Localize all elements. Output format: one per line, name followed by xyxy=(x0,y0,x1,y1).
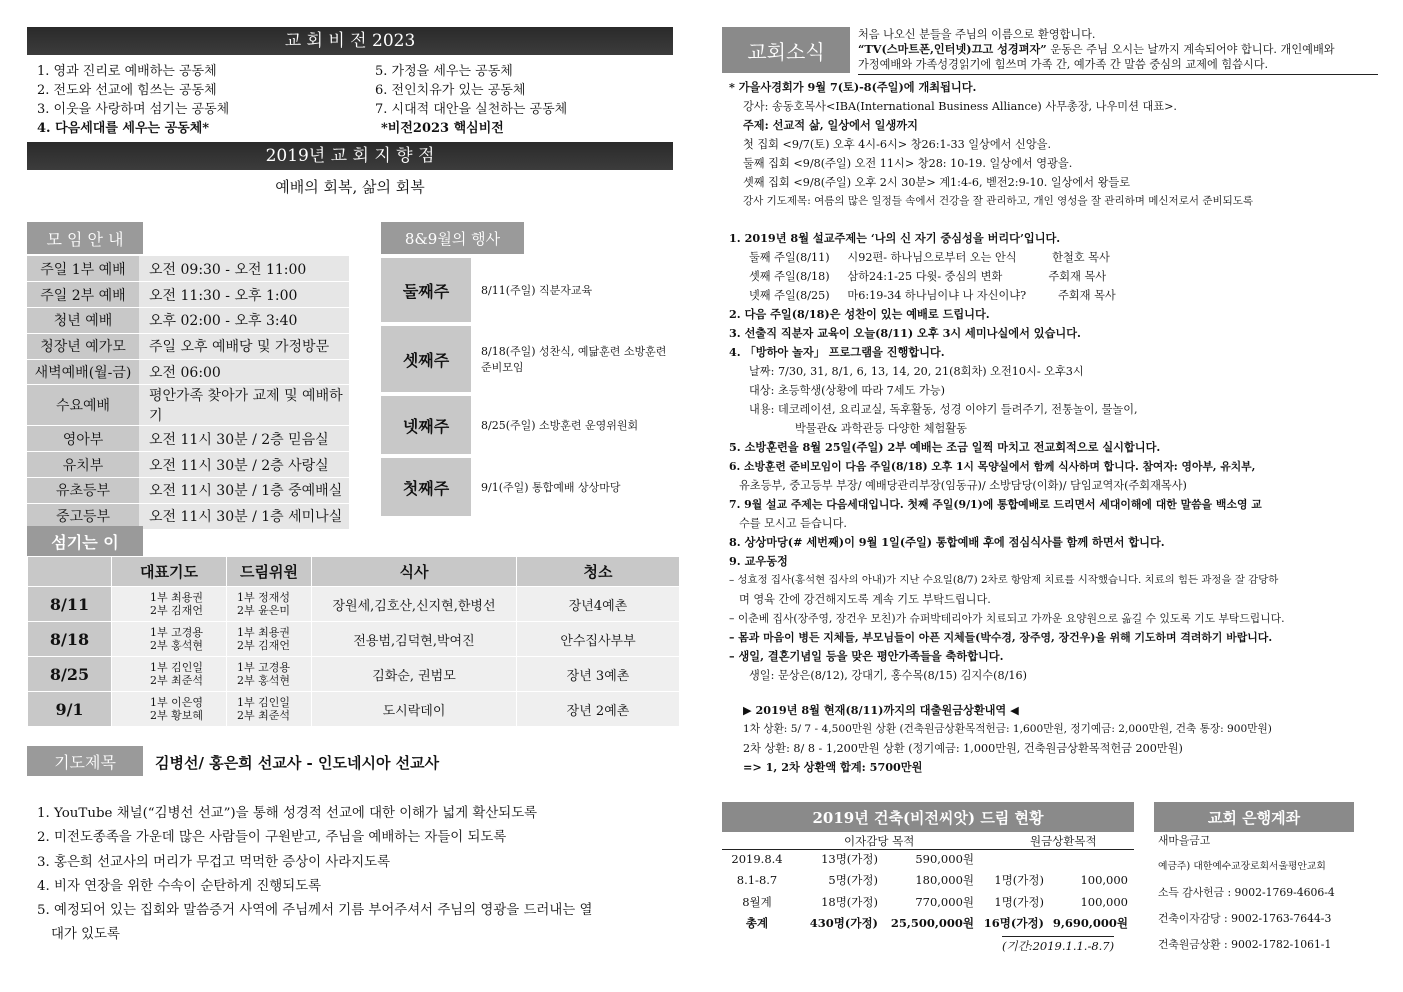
vision-banner: 교 회 비 전 2023 xyxy=(27,27,673,55)
interest-count: 5명(가정) xyxy=(828,873,878,888)
meal-team: 장원세,김호산,신지현,한병선 xyxy=(312,587,517,622)
interest-header: 이자감당 목적 xyxy=(844,834,915,848)
vision-item: 5. 가정을 세우는 공동체 xyxy=(375,64,513,79)
interest-amount: 25,500,000원 xyxy=(890,916,974,931)
event-week: 셋째주 xyxy=(381,324,471,394)
building-row xyxy=(722,848,1134,870)
news-line: 셋째 주일(8/18) 삼하24:1-25 다윗- 중심의 변화 주회재 목사 xyxy=(749,270,1107,283)
meeting-label: 청장년 예가모 xyxy=(27,333,139,359)
servers-row xyxy=(28,622,680,657)
news-line: 2. 다음 주일(8/18)은 성찬이 있는 예배로 드립니다. xyxy=(729,307,990,321)
prayer-subject: 김병선/ 홍은희 선교사 - 인도네시아 선교사 xyxy=(155,754,440,772)
news-line: => 1, 2차 상환액 합계: 5700만원 xyxy=(743,760,923,774)
news-line: 4. 「방하아 놀자」 프로그램을 진행합니다. xyxy=(729,345,945,359)
intro-line: 가정예배와 가족성경읽기에 힘쓰며 가족 간, 예가족 간 말씀 중심의 교제에 힘씁시다. xyxy=(858,58,1269,71)
period-cell: 8월계 xyxy=(742,894,772,909)
interest-amount: 770,000원 xyxy=(915,894,974,909)
news-line: 강사 기도제목: 여름의 많은 일정들 속에서 건강을 잘 관리하고, 개인 영성을 잘 관리하며 메신저로서 준비되도록 xyxy=(743,195,1254,207)
news-line: 주제: 선교적 삶, 일상에서 일생까지 xyxy=(743,118,918,132)
meeting-label: 수요예배 xyxy=(27,385,139,426)
news-line: – 이춘베 집사(장주영, 장건우 모친)가 슈퍼박테리아가 치료되고 가까운 요양원으로 옮길 수 있도록 기도 부탁드립니다. xyxy=(729,612,1285,625)
prayer-item: 1. YouTube 채널(“김병선 선교”)을 통해 성경적 선교에 대한 이해가 넓게 확산되도록 xyxy=(37,806,538,821)
building-row xyxy=(722,870,1134,892)
meeting-row xyxy=(27,308,349,334)
servers-row xyxy=(28,587,680,622)
direction-text: 예배의 회복, 삶의 회복 xyxy=(275,178,425,196)
news-line: 2차 상환: 8/ 8 - 1,200만원 상환 (정기예금: 1,000만원, 건축원금상환목적헌금 200만원) xyxy=(743,742,1183,755)
news-line: 유초등부, 중고등부 부장/ 예배당관리부장(임동규)/ 소방담당(이화)/ 담임교역자(주회재목사) xyxy=(739,479,1187,492)
news-title: 교회소식 xyxy=(722,27,850,73)
meeting-label: 주일 2부 예배 xyxy=(27,282,139,308)
bank-info xyxy=(1158,828,1378,958)
meeting-row xyxy=(27,282,349,308)
news-line: 둘째 집회 <9/8(주일) 오전 11시> 창28: 10-19. 일상에서 영광을. xyxy=(743,157,1073,170)
servers-title: 섬기는 이 xyxy=(27,526,143,556)
news-line: 날짜: 7/30, 31, 8/1, 6, 13, 14, 20, 21(8회차) 오전10시- 오후3시 xyxy=(749,365,1084,378)
principal-header: 원금상환목적 xyxy=(1029,834,1097,848)
news-line: 1차 상환: 5/ 7 - 4,500만원 상환 (건축원금상환목적헌금: 1,600만원, 정기예금: 2,000만원, 건축 통장: 900만원) xyxy=(743,723,1272,735)
event-text: 9/1(주일) 통합예배 상상마당 xyxy=(471,456,676,518)
direction-banner: 2019년 교 회 지 향 점 xyxy=(27,142,673,170)
prayer-leader: 1부 이은영 2부 황보혜 xyxy=(112,692,227,727)
servers-date: 8/18 xyxy=(28,622,112,657)
events-table xyxy=(381,258,676,520)
event-text: 8/25(주일) 소방훈련 운영위원회 xyxy=(471,394,676,456)
col-header xyxy=(28,557,112,587)
prayer-item: 대가 있도록 xyxy=(51,927,120,943)
meeting-row xyxy=(27,256,349,282)
meeting-time: 평안가족 찾아가 교제 및 예배하기 xyxy=(139,385,349,426)
meeting-label: 청년 예배 xyxy=(27,308,139,334)
interest-count: 430명(가정) xyxy=(809,916,878,931)
news-line: 6. 소방훈련 준비모임이 다음 주일(8/18) 오후 1시 목양실에서 함께 식사하며 합니다. 참여자: 영아부, 유치부, xyxy=(729,460,1256,473)
clean-team: 장년4예촌 xyxy=(517,587,680,622)
clean-team: 안수집사부부 xyxy=(517,622,680,657)
building-row xyxy=(722,891,1134,913)
event-text: 8/11(주일) 직분자교육 xyxy=(471,258,676,324)
dream-member: 1부 김인일 2부 최준석 xyxy=(227,692,312,727)
principal-amount xyxy=(1044,848,1134,870)
news-line: – 성효정 집사(홍석현 집사의 아내)가 지난 수요일(8/7) 2차로 항암제 치료를 시작했습니다. 치료의 힘든 과정을 잘 감당하 xyxy=(729,574,1279,586)
meeting-row xyxy=(27,478,349,504)
building-row xyxy=(722,913,1134,935)
meeting-label: 새벽예배(월-금) xyxy=(27,359,139,385)
news-line: 며 영육 간에 강건해지도록 계속 기도 부탁드립니다. xyxy=(739,593,991,606)
dream-member: 1부 고경용 2부 홍석현 xyxy=(227,657,312,692)
meeting-time: 오전 11:30 - 오후 1:00 xyxy=(139,282,349,308)
news-line: 강사: 송동호목사<IBA(International Business Alliance) 사무총장, 나우미션 대표>. xyxy=(743,100,1177,113)
meal-team: 전용범,김덕현,박여진 xyxy=(312,622,517,657)
meeting-time: 주일 오후 예배당 및 가정방문 xyxy=(139,333,349,359)
meeting-title: 모 임 안 내 xyxy=(27,222,143,254)
meeting-row xyxy=(27,385,349,426)
interest-count: 18명(가정) xyxy=(821,894,878,909)
news-line: 3. 선출직 직분자 교육이 오늘(8/11) 오후 3시 세미나실에서 있습니다. xyxy=(729,326,1081,340)
prayer-leader: 1부 최용권 2부 김재언 xyxy=(112,587,227,622)
period-cell: 2019.8.4 xyxy=(731,851,783,866)
clean-team: 장년 3예촌 xyxy=(517,657,680,692)
news-line: 5. 소방훈련을 8월 25일(주일) 2부 예배는 조금 일찍 마치고 전교회적으로 실시합니다. xyxy=(729,440,1161,454)
event-week: 넷째주 xyxy=(381,394,471,456)
interest-amount: 590,000원 xyxy=(915,851,974,866)
prayer-leader: 1부 김인일 2부 최준석 xyxy=(112,657,227,692)
news-body xyxy=(729,78,1379,777)
event-week: 첫째주 xyxy=(381,456,471,518)
meeting-label: 유초등부 xyxy=(27,478,139,504)
bank-line: 소득 감사헌금 : 9002-1769-4606-4 xyxy=(1158,886,1335,899)
servers-row xyxy=(28,692,680,727)
meeting-time: 오전 11시 30분 / 2층 믿음실 xyxy=(139,426,349,452)
vision-right-list xyxy=(375,62,675,138)
col-header: 드림위원 xyxy=(227,557,312,587)
events-title: 8&9월의 행사 xyxy=(381,222,524,254)
bank-line: 건축원금상환 : 9002-1782-1061-1 xyxy=(1158,938,1332,951)
vision-note: *비전2023 핵심비전 xyxy=(381,121,504,136)
meeting-row xyxy=(27,333,349,359)
meeting-label: 중고등부 xyxy=(27,503,139,529)
vision-item: 6. 전인치유가 있는 공동체 xyxy=(375,83,526,98)
meeting-label: 주일 1부 예배 xyxy=(27,256,139,282)
news-line: 8. 상상마당(# 세번째)이 9월 1일(주일) 통합예배 후에 점심식사를 함께 하면서 합니다. xyxy=(729,535,1165,549)
news-line: ▶ 2019년 8월 현재(8/11)까지의 대출원금상환내역 ◀ xyxy=(743,703,1019,717)
building-table xyxy=(722,848,1134,934)
news-line: 넷째 주일(8/25) 마6:19-34 하나님이냐 나 자신이냐? 주회재 목사 xyxy=(749,289,1116,302)
servers-date: 8/11 xyxy=(28,587,112,622)
welcome-text: 처음 나오신 분들을 주님의 이름으로 환영합니다. xyxy=(858,28,1096,41)
meal-team: 김화순, 권범모 xyxy=(312,657,517,692)
col-header: 청소 xyxy=(517,557,680,587)
principal-amount: 100,000 xyxy=(1080,873,1128,888)
news-line: – 몸과 마음이 병든 지체들, 부모님들이 아픈 지체들(박수경, 장주영, 장건우)을 위해 기도하며 격려하기 바랍니다. xyxy=(729,631,1273,644)
vision-item: 4. 다음세대를 세우는 공동체* xyxy=(37,121,210,136)
servers-date: 8/25 xyxy=(28,657,112,692)
clean-team: 장년 2예촌 xyxy=(517,692,680,727)
event-week: 둘째주 xyxy=(381,258,471,324)
news-line: 첫 집회 <9/7(토) 오후 4시-6시> 창26:1-33 일상에서 신앙을. xyxy=(743,138,1052,151)
vision-item: 1. 영과 진리로 예배하는 공동체 xyxy=(37,64,217,79)
principal-amount: 9,690,000원 xyxy=(1052,916,1128,931)
meeting-time: 오전 06:00 xyxy=(139,359,349,385)
news-line: 대상: 초등학생(상황에 따라 7세도 가능) xyxy=(749,384,945,397)
campaign-name: “TV(스마트폰,인터넷)끄고 성경펴자” xyxy=(858,42,1047,56)
servers-table xyxy=(27,556,680,727)
principal-count: 1명(가정) xyxy=(994,894,1044,909)
prayer-list xyxy=(37,802,677,948)
bank-line: 건축이자감당 : 9002-1763-7644-3 xyxy=(1158,912,1332,925)
meeting-time: 오후 02:00 - 오후 3:40 xyxy=(139,308,349,334)
vision-item: 7. 시대적 대안을 실천하는 공동체 xyxy=(375,102,568,117)
prayer-item: 2. 미전도종족을 가운데 많은 사람들이 구원받고, 주님을 예배하는 자들이 되도록 xyxy=(37,830,507,846)
vision-item: 3. 이웃을 사랑하며 섬기는 공동체 xyxy=(37,102,230,117)
news-line: * 가을사경회가 9월 7(토)-8(주일)에 개최됩니다. xyxy=(729,80,977,94)
period-cell: 8.1-8.7 xyxy=(736,873,778,888)
dream-member: 1부 정재성 2부 윤은미 xyxy=(227,587,312,622)
vision-left-list xyxy=(37,62,367,138)
meeting-time: 오전 09:30 - 오전 11:00 xyxy=(139,256,349,282)
building-period: (기간:2019.1.1.-8.7) xyxy=(1002,936,1114,954)
prayer-title: 기도제목 xyxy=(27,746,143,776)
event-text: 8/18(주일) 성찬식, 예닮훈련 소방훈련 준비모임 xyxy=(471,324,676,394)
meeting-row xyxy=(27,359,349,385)
meeting-table xyxy=(27,256,349,530)
meal-team: 도시락데이 xyxy=(312,692,517,727)
meeting-time: 오전 11시 30분 / 1층 중예배실 xyxy=(139,478,349,504)
bank-line: 예금주) 대한예수교장로회서울평안교회 xyxy=(1158,861,1326,872)
col-header: 대표기도 xyxy=(112,557,227,587)
vision-item: 2. 전도와 선교에 힘쓰는 공동체 xyxy=(37,83,217,98)
prayer-leader: 1부 고경용 2부 홍석현 xyxy=(112,622,227,657)
meeting-label: 영아부 xyxy=(27,426,139,452)
meeting-time: 오전 11시 30분 / 1층 세미나실 xyxy=(139,503,349,529)
interest-amount: 180,000원 xyxy=(915,873,974,888)
principal-count xyxy=(974,848,1044,870)
news-line: 셋째 집회 <9/8(주일) 오후 2시 30분> 계1:4-6, 벧전2:9-10. 일상에서 왕들로 xyxy=(743,176,1131,189)
col-header: 식사 xyxy=(312,557,517,587)
principal-count: 16명(가정) xyxy=(983,916,1044,931)
news-line: 수를 모시고 듣습니다. xyxy=(739,517,847,530)
meeting-label: 유치부 xyxy=(27,452,139,478)
news-intro xyxy=(858,27,1378,75)
news-line: 박물관& 과학관등 다양한 체험활동 xyxy=(795,422,967,435)
meeting-time: 오전 11시 30분 / 2층 사랑실 xyxy=(139,452,349,478)
news-line: 1. 2019년 8월 설교주제는 ‘나의 신 자기 중심성을 버리다’입니다. xyxy=(729,231,1061,245)
building-title: 2019년 건축(비전씨앗) 드림 현황 xyxy=(722,802,1134,832)
dream-member: 1부 최용권 2부 김재언 xyxy=(227,622,312,657)
news-line: 내용: 데코레이션, 요리교실, 독후활동, 성경 이야기 들려주기, 전통놀이, 물놀이, xyxy=(749,403,1138,416)
bank-line: 새마을금고 xyxy=(1158,834,1211,847)
campaign-text: 운동은 주님 오시는 날까지 계속되어야 합니다. 개인예배와 xyxy=(1046,43,1335,56)
period-cell: 총계 xyxy=(745,916,769,931)
prayer-item: 5. 예정되어 있는 집회와 말씀증거 사역에 주님께서 기름 부어주셔서 주님의 영광을 드러내는 열 xyxy=(37,903,593,919)
principal-count: 1명(가정) xyxy=(994,873,1044,888)
interest-count: 13명(가정) xyxy=(821,851,878,866)
intro-line xyxy=(858,42,1378,57)
prayer-item: 3. 홍은희 선교사의 머리가 무겁고 먹먹한 증상이 사라지도록 xyxy=(37,854,391,870)
servers-date: 9/1 xyxy=(28,692,112,727)
meeting-row xyxy=(27,426,349,452)
news-line: 생일: 문상은(8/12), 강대기, 홍수목(8/15) 김지수(8/16) xyxy=(749,669,1027,682)
news-line: 9. 교우동정 xyxy=(729,554,788,568)
principal-amount: 100,000 xyxy=(1080,894,1128,909)
bank-title: 교회 은행계좌 xyxy=(1154,802,1354,832)
news-line: 7. 9월 설교 주제는 다음세대입니다. 첫째 주일(9/1)에 통합예배로 드리면서 세대이해에 대한 말씀을 백소영 교 xyxy=(729,498,1262,511)
meeting-row xyxy=(27,452,349,478)
news-line: 둘째 주일(8/11) 시92편- 하나님으로부터 오는 안식 한철호 목사 xyxy=(749,251,1110,264)
news-line: – 생일, 결혼기념일 등을 맞은 평안가족들을 축하합니다. xyxy=(729,649,1004,663)
prayer-item: 4. 비자 연장을 위한 수속이 순탄하게 진행되도록 xyxy=(37,878,322,894)
servers-row xyxy=(28,657,680,692)
